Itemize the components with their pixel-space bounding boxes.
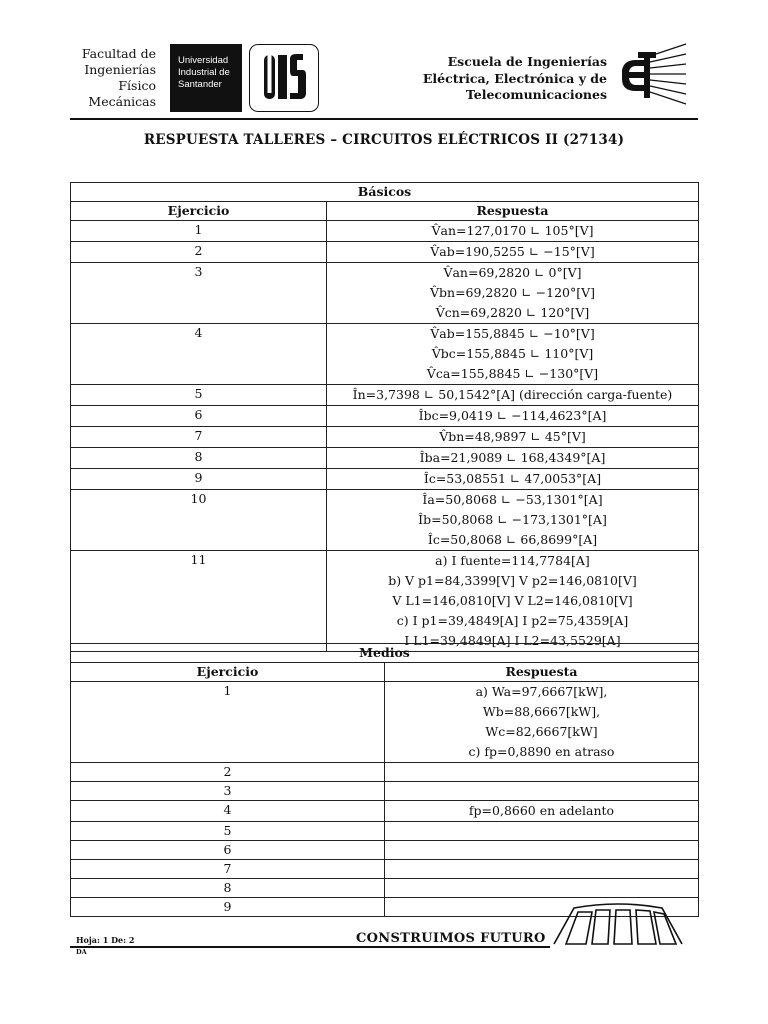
section-title: Medios xyxy=(71,644,699,663)
page-number: Hoja: 1 De: 2 xyxy=(76,935,135,945)
document-code: DA xyxy=(76,948,87,956)
section-title: Básicos xyxy=(71,183,699,202)
answer-cell: a) Wa=97,6667[kW], Wb=88,6667[kW], Wc=82,6667[kW] c) fp=0,8890 en atraso xyxy=(385,682,699,763)
exercise-number: 1 xyxy=(71,682,385,763)
answer-cell: Îc=53,08551 ∟ 47,0053°[A] xyxy=(327,469,699,490)
table-row xyxy=(71,242,699,263)
table-row xyxy=(71,324,699,385)
table-row xyxy=(71,221,699,242)
footer-divider xyxy=(70,946,550,948)
column-header-respuesta: Respuesta xyxy=(385,663,699,682)
table-row xyxy=(71,448,699,469)
eet-logo-icon xyxy=(616,40,688,112)
exercise-number: 4 xyxy=(71,324,327,385)
page-title: RESPUESTA TALLERES – CIRCUITOS ELÉCTRICOS II (27134) xyxy=(143,132,625,148)
answer-cell: Îba=21,9089 ∟ 168,4349°[A] xyxy=(327,448,699,469)
faculty-name: Facultad de Ingenierías Físico Mecánicas xyxy=(81,46,156,109)
table-row xyxy=(71,469,699,490)
building-arches-icon xyxy=(552,902,686,952)
exercise-number: 6 xyxy=(71,841,385,860)
answer-cell: Îbc=9,0419 ∟ −114,4623°[A] xyxy=(327,406,699,427)
table-row xyxy=(71,551,699,652)
exercise-number: 5 xyxy=(71,385,327,406)
answer-cell xyxy=(385,782,699,801)
table-row xyxy=(71,822,699,841)
exercise-number: 2 xyxy=(71,763,385,782)
answer-cell: V̂an=69,2820 ∟ 0°[V] V̂bn=69,2820 ∟ −120°[V] V̂cn=69,2820 ∟ 120°[V] xyxy=(327,263,699,324)
answer-cell xyxy=(385,763,699,782)
answer-cell xyxy=(385,841,699,860)
answer-cell: fp=0,8660 en adelanto xyxy=(385,801,699,822)
table-row xyxy=(71,801,699,822)
exercise-number: 7 xyxy=(71,427,327,448)
table-row xyxy=(71,782,699,801)
exercise-number: 3 xyxy=(71,782,385,801)
answer-cell: În=3,7398 ∟ 50,1542°[A] (dirección carga-fuente) xyxy=(327,385,699,406)
table-row xyxy=(71,682,699,763)
table-row xyxy=(71,490,699,551)
table-row xyxy=(71,841,699,860)
school-name: Escuela de Ingenierías Eléctrica, Electrónica y de Telecomunicaciones xyxy=(422,54,607,102)
column-header-ejercicio: Ejercicio xyxy=(71,663,385,682)
table-row xyxy=(71,879,699,898)
exercise-number: 6 xyxy=(71,406,327,427)
column-header-respuesta: Respuesta xyxy=(327,202,699,221)
answer-cell: a) I fuente=114,7784[A] b) V p1=84,3399[V] V p2=146,0810[V] V L1=146,0810[V] V L2=146,0810[V] c) I p1=39,4849[A] I p2=75,4359[A] I L1=39,4849[A] I L2=43,5529[A] xyxy=(327,551,699,652)
answer-cell xyxy=(385,822,699,841)
basicos-table xyxy=(70,182,699,652)
header-divider xyxy=(70,118,698,120)
table-row xyxy=(71,263,699,324)
table-row xyxy=(71,406,699,427)
answer-cell: V̂ab=190,5255 ∟ −15°[V] xyxy=(327,242,699,263)
exercise-number: 2 xyxy=(71,242,327,263)
university-logo: Universidad Industrial de Santander xyxy=(170,44,242,112)
answer-cell: V̂ab=155,8845 ∟ −10°[V] V̂bc=155,8845 ∟ 110°[V] V̂ca=155,8845 ∟ −130°[V] xyxy=(327,324,699,385)
table-row xyxy=(71,385,699,406)
exercise-number: 4 xyxy=(71,801,385,822)
exercise-number: 1 xyxy=(71,221,327,242)
motto: CONSTRUIMOS FUTURO xyxy=(356,931,546,946)
answer-cell: V̂an=127,0170 ∟ 105°[V] xyxy=(327,221,699,242)
column-header-ejercicio: Ejercicio xyxy=(71,202,327,221)
exercise-number: 8 xyxy=(71,879,385,898)
table-row xyxy=(71,427,699,448)
answer-cell: V̂bn=48,9897 ∟ 45°[V] xyxy=(327,427,699,448)
answer-cell xyxy=(385,879,699,898)
exercise-number: 5 xyxy=(71,822,385,841)
answer-cell xyxy=(385,860,699,879)
exercise-number: 9 xyxy=(71,469,327,490)
table-row xyxy=(71,860,699,879)
exercise-number: 8 xyxy=(71,448,327,469)
exercise-number: 3 xyxy=(71,263,327,324)
answer-cell: Îa=50,8068 ∟ −53,1301°[A] Îb=50,8068 ∟ −173,1301°[A] Îc=50,8068 ∟ 66,8699°[A] xyxy=(327,490,699,551)
uis-emblem-icon xyxy=(249,44,319,112)
exercise-number: 7 xyxy=(71,860,385,879)
table-row xyxy=(71,763,699,782)
exercise-number: 9 xyxy=(71,898,385,917)
exercise-number: 11 xyxy=(71,551,327,652)
medios-table xyxy=(70,643,699,917)
exercise-number: 10 xyxy=(71,490,327,551)
